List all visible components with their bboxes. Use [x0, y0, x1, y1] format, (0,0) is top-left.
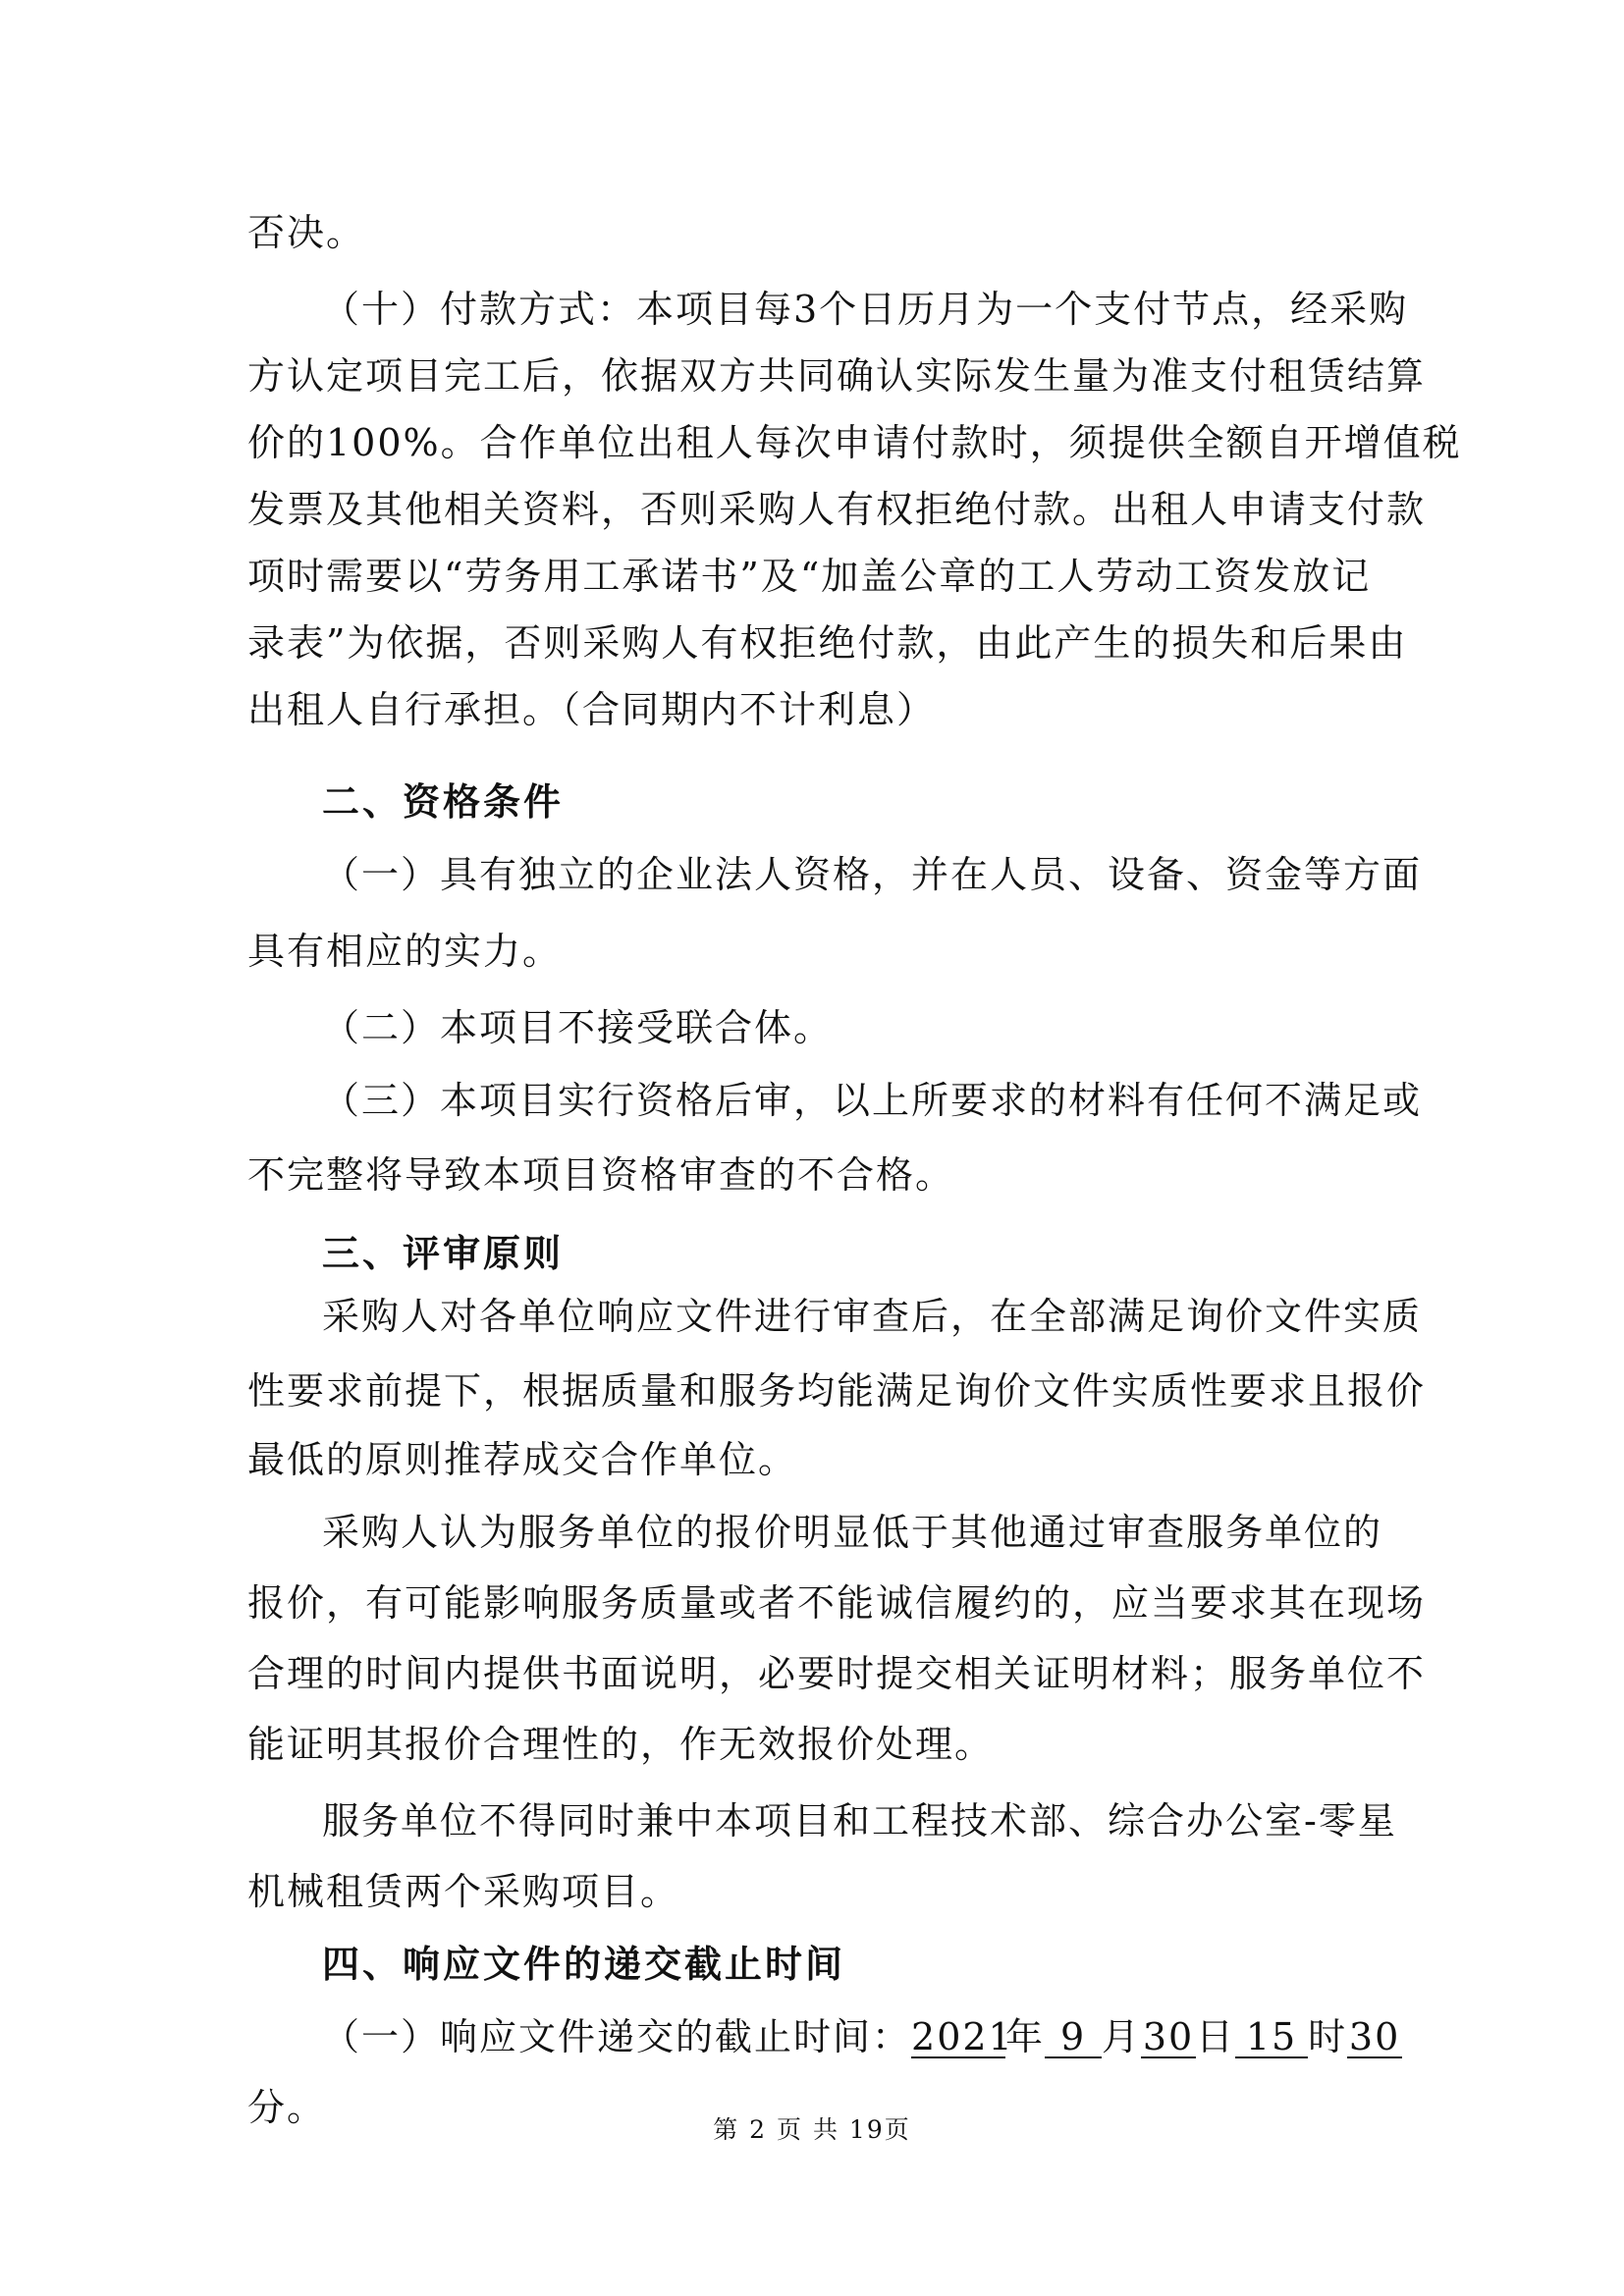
paragraph-line: （二）本项目不接受联合体。 — [322, 1006, 834, 1049]
deadline-month-unit: 月 — [1102, 2015, 1142, 2058]
deadline-month: 9 — [1045, 2017, 1102, 2058]
paragraph-line: 能证明其报价合理性的，作无效报价处理。 — [247, 1723, 995, 1766]
deadline-year-unit: 年 — [1005, 2015, 1046, 2058]
paragraph-line: （一）具有独立的企业法人资格，并在人员、设备、资金等方面 — [322, 853, 1423, 896]
paragraph-line: 服务单位不得同时兼中本项目和工程技术部、综合办公室-零星 — [322, 1799, 1397, 1842]
paragraph-line: 性要求前提下，根据质量和服务均能满足询价文件实质性要求且报价 — [247, 1369, 1427, 1413]
paragraph-line: （十）付款方式：本项目每3个日历月为一个支付节点，经采购 — [322, 288, 1409, 331]
paragraph-line: 分。 — [247, 2086, 327, 2129]
paragraph-line: 机械租赁两个采购项目。 — [247, 1870, 680, 1913]
paragraph-line: 否决。 — [247, 211, 366, 254]
deadline-day: 30 — [1142, 2015, 1195, 2058]
section-heading: 二、资格条件 — [322, 780, 565, 824]
deadline-minute: 30 — [1348, 2015, 1401, 2058]
paragraph-line: 录表”为依据，否则采购人有权拒绝付款，由此产生的损失和后果由 — [247, 621, 1408, 665]
paragraph-line: 具有相应的实力。 — [247, 930, 563, 973]
paragraph-line: 采购人认为服务单位的报价明显低于其他通过审查服务单位的 — [322, 1511, 1383, 1554]
paragraph-line: 出租人自行承担。（合同期内不计利息） — [247, 688, 937, 731]
paragraph-line: 发票及其他相关资料，否则采购人有权拒绝付款。出租人申请支付款 — [247, 488, 1427, 531]
page-footer: 第 2 页 共 19页 — [713, 2115, 911, 2144]
deadline-year: 2021 — [911, 2015, 1014, 2058]
paragraph-line: 合理的时间内提供书面说明，必要时提交相关证明材料；服务单位不 — [247, 1652, 1427, 1695]
paragraph-line: 采购人对各单位响应文件进行审查后，在全部满足询价文件实质 — [322, 1295, 1423, 1338]
paragraph-line: 价的100%。合作单位出租人每次申请付款时，须提供全额自开增值税 — [247, 421, 1462, 464]
paragraph-line: 不完整将导致本项目资格审查的不合格。 — [247, 1153, 955, 1197]
section-heading: 四、响应文件的递交截止时间 — [322, 1943, 846, 1986]
section-heading: 三、评审原则 — [322, 1232, 565, 1275]
paragraph-line: （三）本项目实行资格后审，以上所要求的材料有任何不满足或 — [322, 1079, 1423, 1122]
deadline-day-unit: 日 — [1196, 2015, 1236, 2058]
paragraph-line: 项时需要以“劳务用工承诺书”及“加盖公章的工人劳动工资发放记 — [247, 555, 1372, 598]
deadline-line — [322, 2012, 1402, 2061]
deadline-hour-unit: 时 — [1308, 2015, 1348, 2058]
deadline-hour: 15 — [1235, 2017, 1308, 2058]
paragraph-line: 方认定项目完工后，依据双方共同确认实际发生量为准支付租赁结算 — [247, 354, 1427, 398]
deadline-prefix: （一）响应文件递交的截止时间： — [322, 2015, 912, 2058]
paragraph-line: 最低的原则推荐成交合作单位。 — [247, 1438, 798, 1481]
paragraph-line: 报价，有可能影响服务质量或者不能诚信履约的，应当要求其在现场 — [247, 1581, 1427, 1625]
